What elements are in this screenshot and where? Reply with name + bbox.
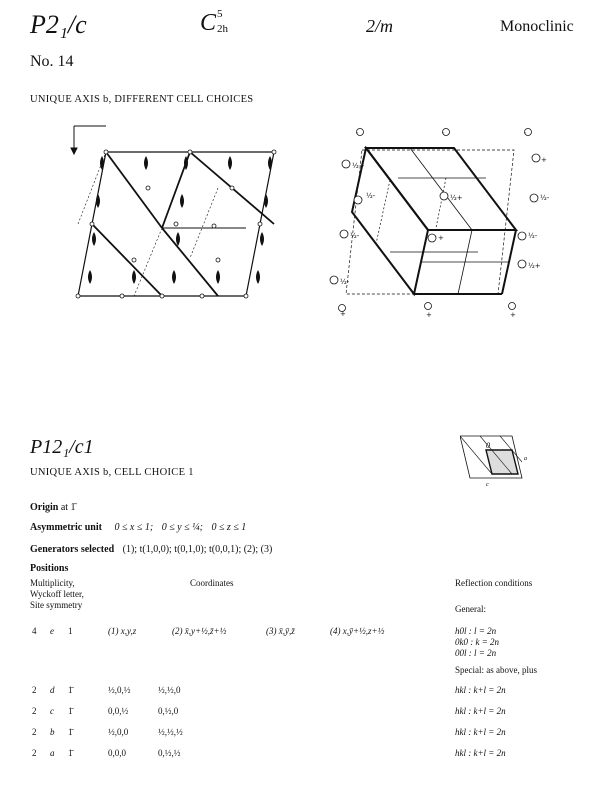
asym-x: 0 ≤ x ≤ 1; (114, 522, 154, 533)
general-row (30, 626, 590, 666)
special-row (30, 727, 590, 741)
svg-text:·: · (442, 129, 445, 137)
hm-symbol: P2₁/c (30, 10, 87, 39)
crystal-system: Monoclinic (500, 18, 574, 35)
col1-line-3: Site symmetry (30, 600, 83, 610)
cell-inset-diagram (460, 432, 530, 488)
special-coord-2: 0,½,½ (158, 748, 181, 758)
special-coord-1: ½,0,0 (108, 727, 129, 737)
inset-origin-label: 0 (486, 441, 490, 450)
special-site: 1̄ (68, 706, 73, 716)
svg-text:+: + (438, 234, 444, 242)
svg-text:½-: ½- (350, 232, 360, 240)
special-condition: hkl : k+l = 2n (455, 685, 506, 695)
svg-text:+: + (510, 311, 516, 318)
asymmetric-unit-line (30, 522, 246, 533)
special-mult: 2 (32, 727, 37, 737)
inset-c-label: c (486, 482, 489, 488)
full-symbol: P12₁/c1 (30, 436, 94, 458)
svg-text:+: + (541, 156, 547, 164)
schoenflies-symbol (200, 10, 232, 37)
svg-text:½-: ½- (528, 232, 538, 240)
svg-text:½+: ½+ (528, 262, 541, 270)
general-letter: e (50, 626, 54, 636)
schoenflies-sub: 2h (217, 23, 229, 35)
general-cond-3: 00l : l = 2n (455, 648, 497, 658)
special-label: Special: as above, plus (455, 665, 537, 675)
inset-a-label: a (524, 456, 527, 462)
space-group-number: No. 14 (30, 53, 74, 70)
general-coord-3: (3) x̄,ȳ,z̄ (266, 626, 295, 636)
svg-text:½-: ½- (540, 194, 550, 202)
general-cond-1: h0l : l = 2n (455, 626, 497, 636)
projection-diagram-left (62, 118, 302, 308)
special-site: 1̄ (68, 727, 73, 737)
special-coord-2: ½,½,½ (158, 727, 183, 737)
special-condition: hkl : k+l = 2n (455, 748, 506, 758)
origin-line (30, 502, 76, 513)
special-site: 1̄ (68, 748, 73, 758)
col1-line-1: Multiplicity, (30, 578, 75, 588)
special-letter: a (50, 748, 55, 758)
special-row (30, 748, 590, 762)
general-label: General: (455, 604, 486, 614)
special-row (30, 685, 590, 699)
positions-col1-header (30, 578, 84, 611)
special-coord-1: 0,0,½ (108, 706, 129, 716)
special-coord-2: 0,½,0 (158, 706, 179, 716)
special-letter: c (50, 706, 54, 716)
special-site: 1̄ (68, 685, 73, 695)
schoenflies-sup: 5 (217, 8, 223, 20)
asym-label: Asymmetric unit (30, 522, 102, 533)
special-letter: b (50, 727, 55, 737)
general-mult: 4 (32, 626, 37, 636)
generators-value: (1); t(1,0,0); t(0,1,0); t(0,0,1); (2); (3) (122, 544, 273, 555)
origin-value: at 1̄ (60, 502, 76, 513)
special-condition: hkl : k+l = 2n (455, 706, 506, 716)
general-site: 1 (68, 626, 73, 636)
special-mult: 2 (32, 706, 37, 716)
general-cond-2: 0k0 : k = 2n (455, 637, 500, 647)
special-coord-2: ½,½,0 (158, 685, 181, 695)
svg-text:½+: ½+ (450, 194, 463, 202)
cell-choice-subtitle: UNIQUE AXIS b, CELL CHOICE 1 (30, 467, 194, 478)
positions-col2-header: Coordinates (190, 578, 234, 588)
special-coord-1: 0,0,0 (108, 748, 126, 758)
general-positions-diagram-right (326, 118, 556, 318)
general-coord-1: (1) x,y,z (108, 626, 137, 636)
special-coord-1: ½,0,½ (108, 685, 131, 695)
special-mult: 2 (32, 748, 37, 758)
svg-text:½+: ½+ (352, 162, 365, 170)
general-coord-2: (2) x̄,y+½,z̄+½ (172, 626, 227, 636)
svg-text:+: + (426, 311, 432, 318)
general-conditions (455, 626, 499, 659)
point-group: 2/m (366, 16, 393, 36)
origin-label: Origin (30, 502, 59, 513)
generators-label: Generators selected (30, 544, 115, 555)
special-row (30, 706, 590, 720)
asym-y: 0 ≤ y ≤ ¼; (161, 522, 203, 533)
svg-text:·: · (356, 129, 359, 137)
col1-line-2: Wyckoff letter, (30, 589, 84, 599)
special-letter: d (50, 685, 55, 695)
generators-line (30, 544, 272, 555)
positions-col3-header: Reflection conditions (455, 578, 533, 588)
schoenflies-letter: C (200, 10, 217, 36)
svg-text:½-: ½- (340, 278, 350, 286)
svg-text:½-: ½- (366, 192, 376, 200)
positions-title: Positions (30, 563, 69, 574)
header-subtitle: UNIQUE AXIS b, DIFFERENT CELL CHOICES (30, 94, 254, 105)
svg-text:·: · (524, 129, 527, 137)
special-condition: hkl : k+l = 2n (455, 727, 506, 737)
special-mult: 2 (32, 685, 37, 695)
svg-text:+: + (340, 310, 346, 318)
general-coord-4: (4) x,ȳ+½,z+½ (330, 626, 385, 636)
asym-z: 0 ≤ z ≤ 1 (211, 522, 247, 533)
